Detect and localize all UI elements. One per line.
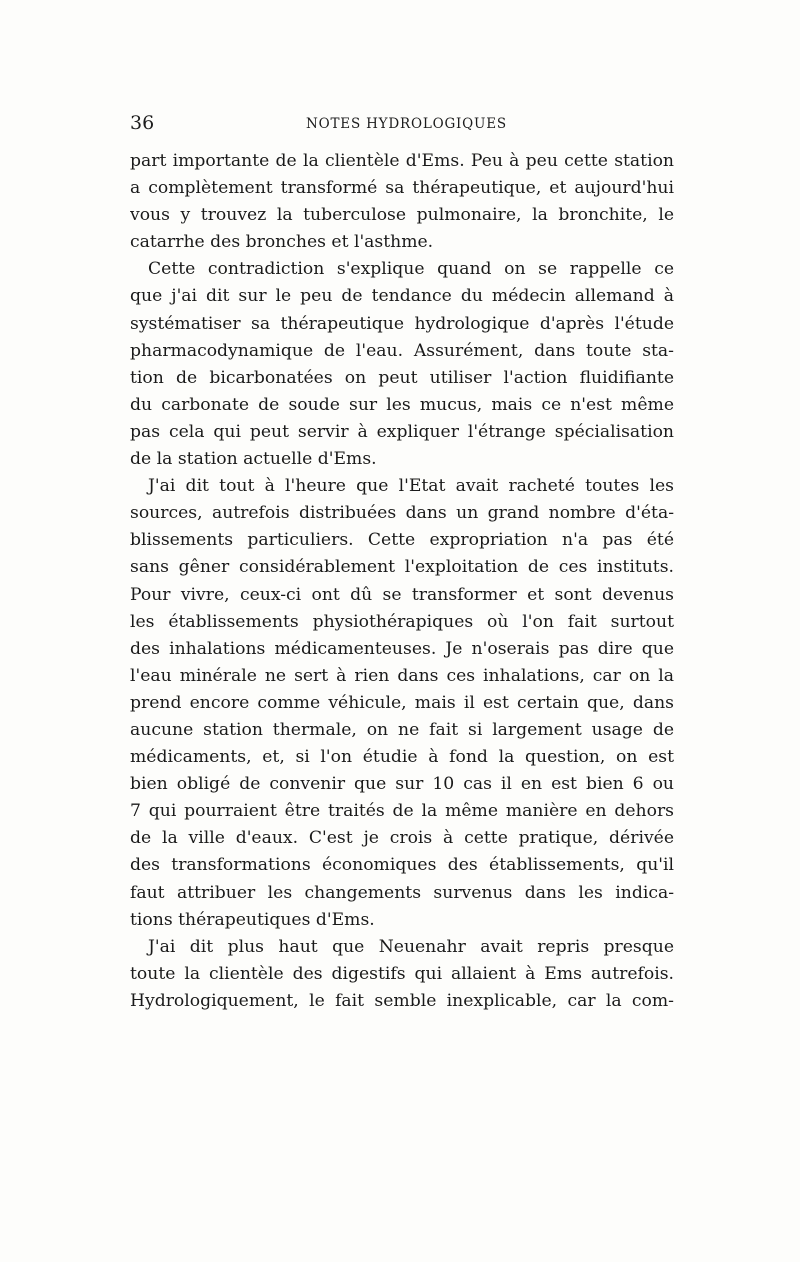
text-line: faut attribuer les changements survenus dans les indica- [130, 882, 674, 903]
text-line: Cette contradiction s'explique quand on se rappelle ce [148, 259, 674, 280]
running-title: NOTES HYDROLOGIQUES [306, 116, 507, 132]
text-line: que j'ai dit sur le peu de tendance du médecin allemand à [130, 286, 674, 307]
text-line: tions thérapeutiques d'Ems. [130, 909, 375, 930]
text-line: de la ville d'eaux. C'est je crois à cette pratique, dérivée [130, 828, 674, 849]
text-line: sans gêner considérablement l'exploitation de ces instituts. [130, 557, 674, 578]
body-text [130, 148, 674, 1015]
text-line: Pour vivre, ceux-ci ont dû se transformer et sont devenus [130, 584, 674, 605]
page-header [130, 112, 674, 136]
text-line: des transformations économiques des établissements, qu'il [130, 855, 674, 876]
paragraph [130, 256, 674, 473]
text-line: pas cela qui peut servir à expliquer l'étrange spécialisation [130, 421, 674, 442]
text-line: bien obligé de convenir que sur 10 cas il en est bien 6 ou [130, 774, 674, 795]
text-line: sources, autrefois distribuées dans un grand nombre d'éta- [130, 503, 674, 524]
text-line: du carbonate de soude sur les mucus, mais ce n'est même [130, 394, 674, 415]
text-line: blissements particuliers. Cette expropriation n'a pas été [130, 530, 674, 551]
text-line: prend encore comme véhicule, mais il est certain que, dans [130, 692, 674, 713]
text-line: J'ai dit tout à l'heure que l'Etat avait racheté toutes les [148, 476, 674, 497]
text-line: J'ai dit plus haut que Neuenahr avait repris presque [148, 936, 674, 957]
text-line: 7 qui pourraient être traités de la même manière en dehors [130, 801, 674, 822]
text-line: part importante de la clientèle d'Ems. Peu à peu cette station [130, 151, 674, 171]
text-line: aucune station thermale, on ne fait si largement usage de [130, 719, 674, 740]
text-line: pharmacodynamique de l'eau. Assurément, dans toute sta- [130, 340, 674, 361]
text-line: Hydrologiquement, le fait semble inexplicable, car la com- [130, 990, 674, 1011]
text-line: médicaments, et, si l'on étudie à fond la question, on est [130, 747, 674, 768]
text-line: toute la clientèle des digestifs qui allaient à Ems autrefois. [130, 963, 674, 984]
paragraph [130, 148, 674, 256]
text-line: systématiser sa thérapeutique hydrologique d'après l'étude [130, 313, 674, 334]
text-line: de la station actuelle d'Ems. [130, 449, 377, 470]
text-line: a complètement transformé sa thérapeutique, et aujourd'hui [130, 178, 674, 199]
text-line: catarrhe des bronches et l'asthme. [130, 232, 434, 253]
page-number: 36 [130, 112, 155, 134]
text-line: des inhalations médicamenteuses. Je n'oserais pas dire que [130, 638, 674, 659]
paragraph [130, 934, 674, 1015]
text-line: l'eau minérale ne sert à rien dans ces inhalations, car on la [130, 665, 674, 686]
text-line: vous y trouvez la tuberculose pulmonaire, la bronchite, le [130, 205, 674, 226]
paragraph [130, 473, 674, 934]
text-line: les établissements physiothérapiques où l'on fait surtout [130, 611, 674, 632]
text-line: tion de bicarbonatées on peut utiliser l'action fluidifiante [130, 367, 674, 388]
